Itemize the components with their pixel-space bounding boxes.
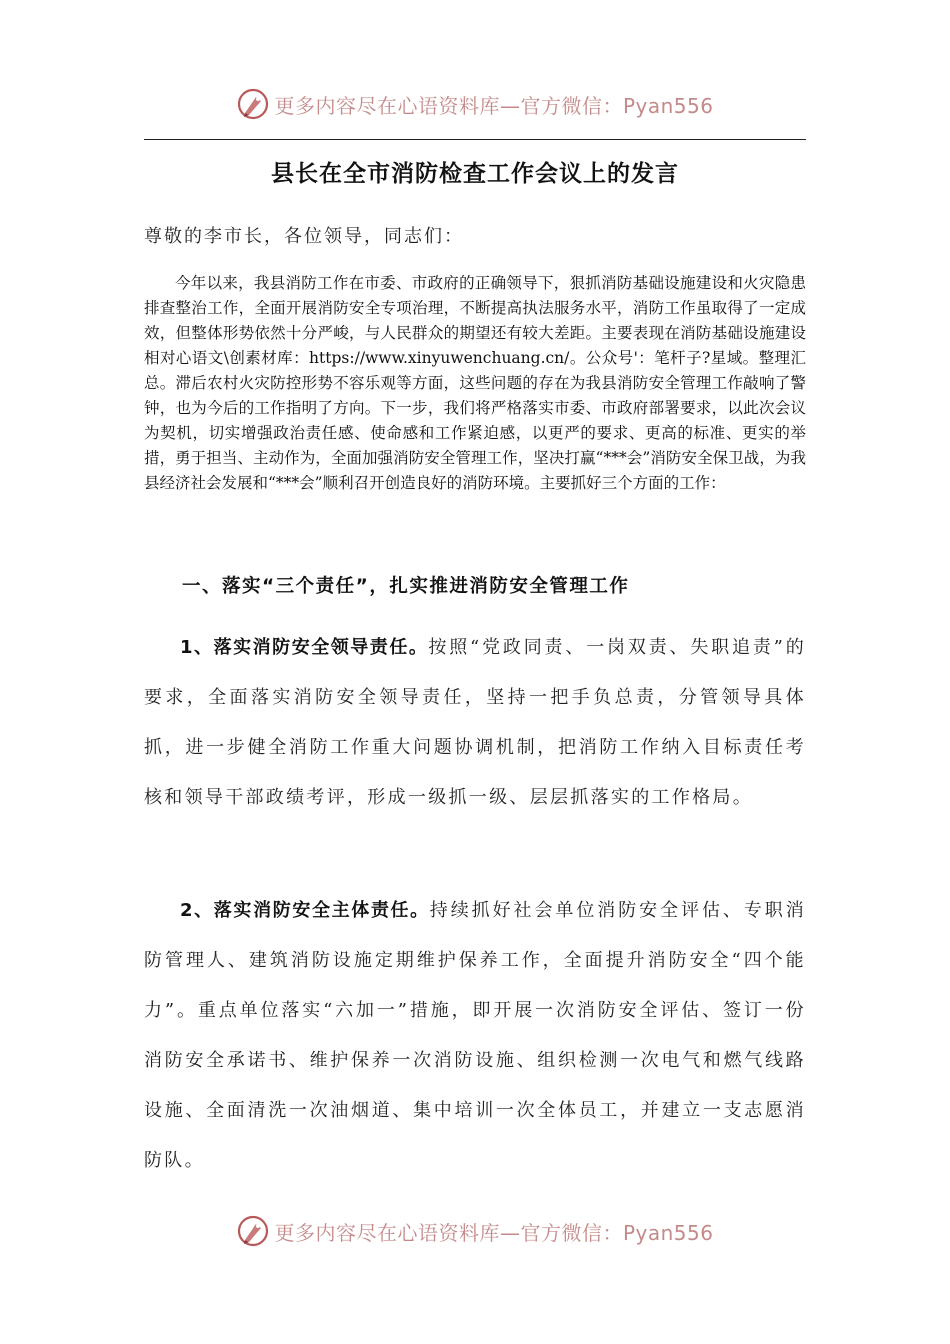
item-lead: 1、落实消防安全领导责任。 bbox=[180, 637, 429, 658]
document-title: 县长在全市消防检查工作会议上的发言 bbox=[271, 161, 679, 187]
list-item bbox=[144, 886, 806, 1186]
header-banner bbox=[0, 84, 950, 124]
header-divider bbox=[144, 139, 806, 140]
banner-text: 更多内容尽在心语资料库—官方微信：Pyan556 bbox=[274, 93, 714, 118]
pen-nib-icon bbox=[236, 87, 270, 121]
item-lead: 2、落实消防安全主体责任。 bbox=[180, 900, 430, 921]
intro-paragraph: 今年以来，我县消防工作在市委、市政府的正确领导下，狠抓消防基础设施建设和火灾隐患排查整治工作，全面开展消防安全专项治理，不断提高执法服务水平，消防工作虽取得了一定成效，但整体形势依然十分严峻，与人民群众的期望还有较大差距。主要表现在消防基础设施建设相对心语文\创素材库：https://www.xinyuwenchuang.cn/。公众号'：笔杆子?星域。整理汇总。滞后农村火灾防控形势不容乐观等方面，这些问题的存在为我县消防安全管理工作敲响了警钟，也为今后的工作指明了方向。下一步，我们将严格落实市委、市政府部署要求，以此次会议为契机，切实增强政治责任感、使命感和工作紧迫感，以更严的要求、更高的标准、更实的举措，勇于担当、主动作为，全面加强消防安全管理工作，坚决打赢“***会”消防安全保卫战，为我县经济社会发展和“***会”顺利召开创造良好的消防环境。主要抓好三个方面的工作： bbox=[144, 274, 806, 492]
list-item bbox=[144, 623, 806, 823]
item-body: 按照“党政同责、一岗双责、失职追责”的要求，全面落实消防安全领导责任，坚持一把手负总责，分管领导具体抓，进一步健全消防工作重大问题协调机制，把消防工作纳入目标责任考核和领导干部政绩考评，形成一级抓一级、层层抓落实的工作格局。 bbox=[144, 637, 806, 808]
item-body: 持续抓好社会单位消防安全评估、专职消防管理人、建筑消防设施定期维护保养工作，全面提升消防安全“四个能力”。重点单位落实“六加一”措施，即开展一次消防安全评估、签订一份消防安全承诺书、维护保养一次消防设施、组织检测一次电气和燃气线路设施、全面清洗一次油烟道、集中培训一次全体员工，并建立一支志愿消防队。 bbox=[144, 900, 806, 1171]
footer-banner bbox=[0, 1211, 950, 1251]
banner-text: 更多内容尽在心语资料库—官方微信：Pyan556 bbox=[274, 1220, 714, 1245]
section-heading: 一、落实“三个责任”，扎实推进消防安全管理工作 bbox=[182, 576, 630, 597]
salutation: 尊敬的李市长，各位领导，同志们： bbox=[144, 226, 464, 247]
pen-nib-icon bbox=[236, 1214, 270, 1248]
